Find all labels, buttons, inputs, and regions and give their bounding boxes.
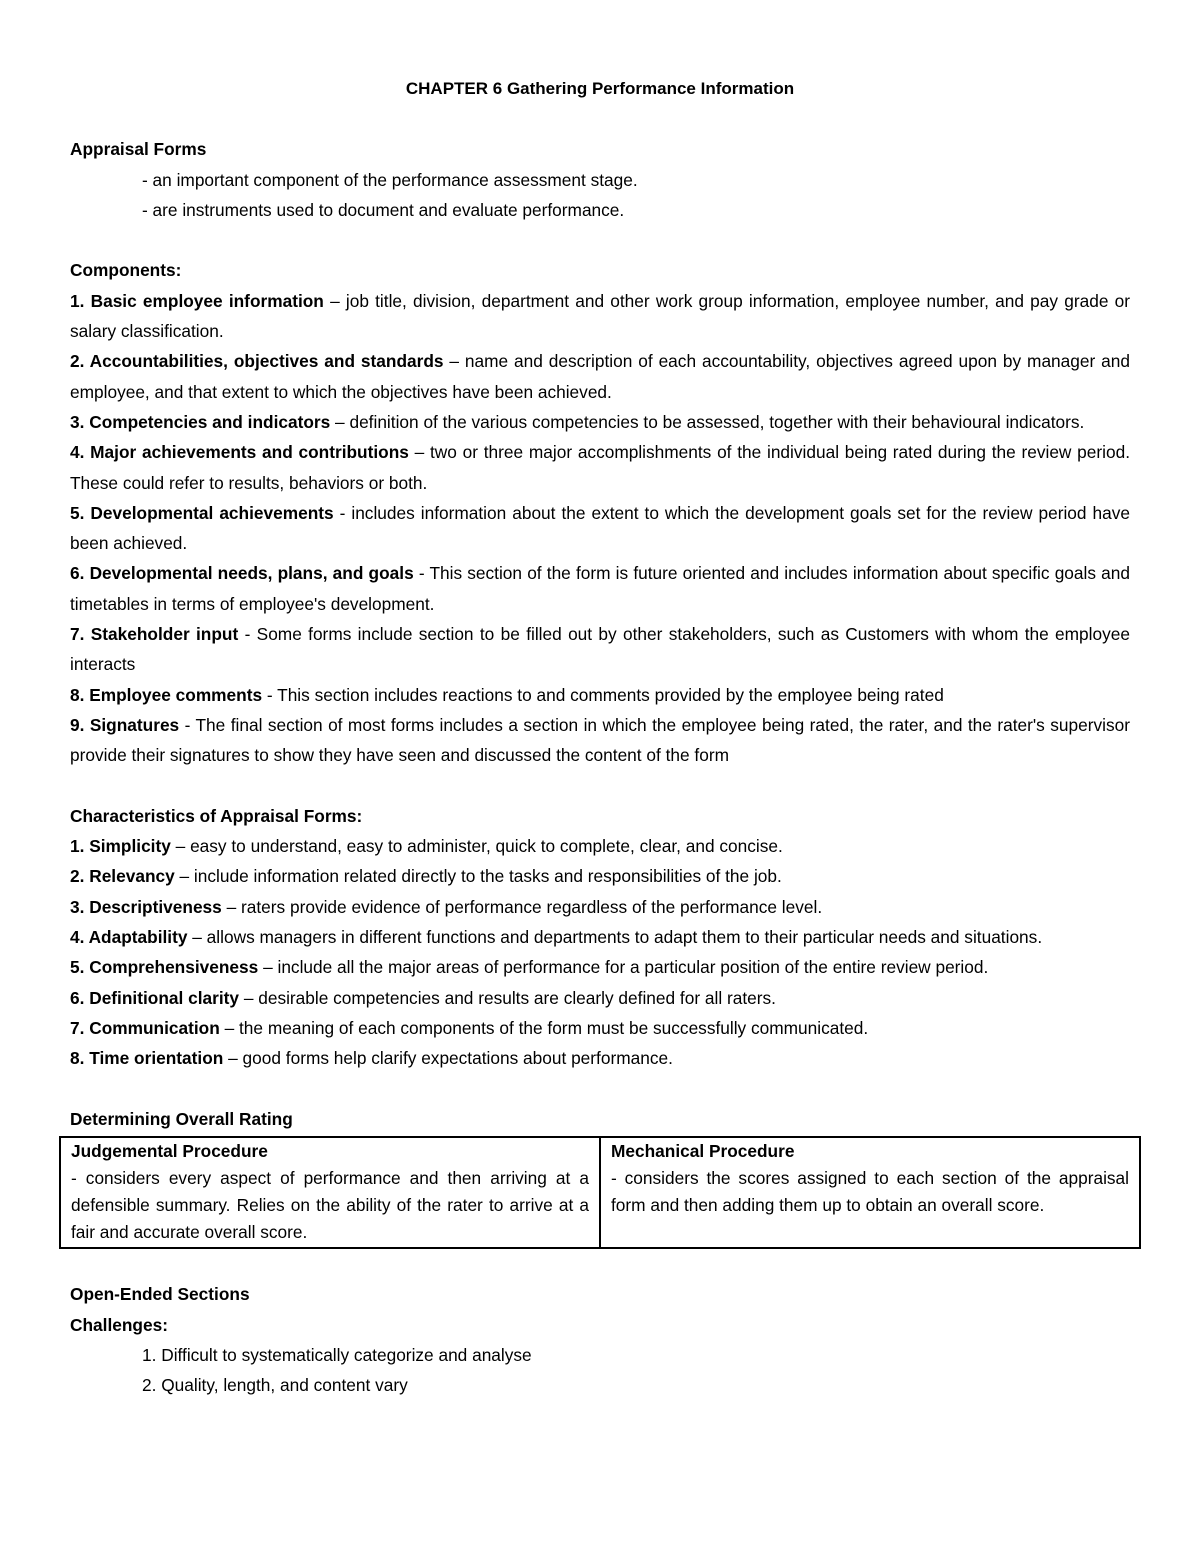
characteristic-item: [70, 952, 1130, 982]
judgemental-procedure-cell: [60, 1137, 600, 1248]
component-term: 8. Employee comments: [70, 684, 263, 705]
overall-rating-table: [59, 1136, 1141, 1249]
component-term: 9. Signatures: [70, 714, 180, 735]
judgemental-procedure-text: - considers every aspect of performance and then arriving at a defensible summary. Relies on the ability of the rater to arrive at a fair and accurate overall score.: [71, 1168, 589, 1243]
overall-rating-heading: Determining Overall Rating: [70, 1108, 293, 1129]
component-item: [70, 286, 1130, 347]
judgemental-procedure-title: Judgemental Procedure: [71, 1141, 268, 1162]
characteristic-item: [70, 1043, 1130, 1073]
component-item: [70, 407, 1130, 437]
component-desc: - includes information about the extent to which the development goals set for the review period have been achieved.: [70, 502, 1130, 554]
characteristic-term: 8. Time orientation: [70, 1048, 224, 1069]
component-term: 3. Competencies and indicators: [70, 411, 331, 432]
components-heading: Components:: [70, 260, 182, 281]
component-item: [70, 437, 1130, 498]
component-desc: – definition of the various competencies to be assessed, together with their behavioural indicators.: [330, 411, 1085, 432]
characteristic-term: 5. Comprehensiveness: [70, 957, 259, 978]
characteristic-desc: – good forms help clarify expectations about performance.: [223, 1048, 673, 1069]
characteristic-item: [70, 892, 1130, 922]
component-desc: – job title, division, department and other work group information, employee number, and pay grade or salary classification.: [70, 290, 1130, 342]
characteristic-term: 7. Communication: [70, 1017, 220, 1038]
characteristic-term: 3. Descriptiveness: [70, 896, 222, 917]
component-desc: - Some forms include section to be filled out by other stakeholders, such as Customers with whom the employee interacts: [70, 624, 1130, 675]
characteristic-desc: – desirable competencies and results are clearly defined for all raters.: [239, 987, 776, 1008]
characteristic-desc: – include all the major areas of performance for a particular position of the entire review period.: [258, 957, 989, 978]
component-term: 6. Developmental needs, plans, and goals: [70, 563, 414, 584]
appraisal-forms-line: - an important component of the performance assessment stage.: [142, 169, 638, 190]
component-desc: - The final section of most forms includes a section in which the employee being rated, the rater, and the rater's supervisor provide their signatures to show they have seen and discussed the content of the form: [70, 714, 1130, 766]
characteristic-term: 4. Adaptability: [70, 927, 188, 948]
component-desc: – name and description of each accountability, objectives agreed upon by manager and employee, and that extent to which the objectives have been achieved.: [70, 351, 1130, 402]
component-desc: – two or three major accomplishments of the individual being rated during the review period. These could refer to results, behaviors or both.: [70, 442, 1130, 493]
appraisal-forms-line: - are instruments used to document and evaluate performance.: [142, 199, 625, 220]
characteristic-desc: – easy to understand, easy to administer, quick to complete, clear, and concise.: [170, 836, 783, 857]
component-item: [70, 680, 1130, 710]
mechanical-procedure-text: - considers the scores assigned to each section of the appraisal form and then adding them up to obtain an overall score.: [611, 1168, 1129, 1216]
characteristic-desc: – the meaning of each components of the form must be successfully communicated.: [219, 1017, 869, 1038]
component-item: [70, 498, 1130, 559]
component-term: 7. Stakeholder input: [70, 624, 239, 645]
component-item: [70, 558, 1130, 619]
characteristic-term: 1. Simplicity: [70, 836, 171, 857]
characteristic-desc: – include information related directly to the tasks and responsibilities of the job.: [174, 866, 782, 887]
component-desc: - This section of the form is future oriented and includes information about specific goals and timetables in terms of employee's development.: [70, 563, 1130, 614]
challenge-item: 1. Difficult to systematically categorize and analyse: [142, 1344, 532, 1365]
component-term: 1. Basic employee information: [70, 290, 324, 311]
open-ended-heading: Open-Ended Sections: [70, 1284, 250, 1305]
characteristic-term: 6. Definitional clarity: [70, 987, 240, 1008]
challenge-item: 2. Quality, length, and content vary: [142, 1375, 408, 1396]
characteristic-desc: – allows managers in different functions and departments to adapt them to their particular needs and situations.: [187, 927, 1043, 948]
component-item: [70, 619, 1130, 680]
mechanical-procedure-cell: [600, 1137, 1140, 1248]
component-term: 4. Major achievements and contributions: [70, 442, 409, 463]
characteristic-term: 2. Relevancy: [70, 866, 175, 887]
challenges-heading: Challenges:: [70, 1314, 168, 1335]
characteristic-item: [70, 922, 1130, 952]
characteristic-item: [70, 1013, 1130, 1043]
component-item: [70, 710, 1130, 771]
characteristic-desc: – raters provide evidence of performance regardless of the performance level.: [221, 896, 823, 917]
component-desc: - This section includes reactions to and comments provided by the employee being rated: [262, 684, 944, 705]
characteristic-item: [70, 831, 1130, 861]
characteristic-item: [70, 983, 1130, 1013]
component-term: 5. Developmental achievements: [70, 502, 334, 523]
characteristic-item: [70, 861, 1130, 891]
appraisal-forms-heading: Appraisal Forms: [70, 139, 207, 160]
characteristics-heading: Characteristics of Appraisal Forms:: [70, 805, 363, 826]
page-title: CHAPTER 6 Gathering Performance Information: [405, 79, 795, 98]
component-item: [70, 346, 1130, 407]
mechanical-procedure-title: Mechanical Procedure: [611, 1141, 795, 1162]
component-term: 2. Accountabilities, objectives and standards: [70, 351, 444, 372]
